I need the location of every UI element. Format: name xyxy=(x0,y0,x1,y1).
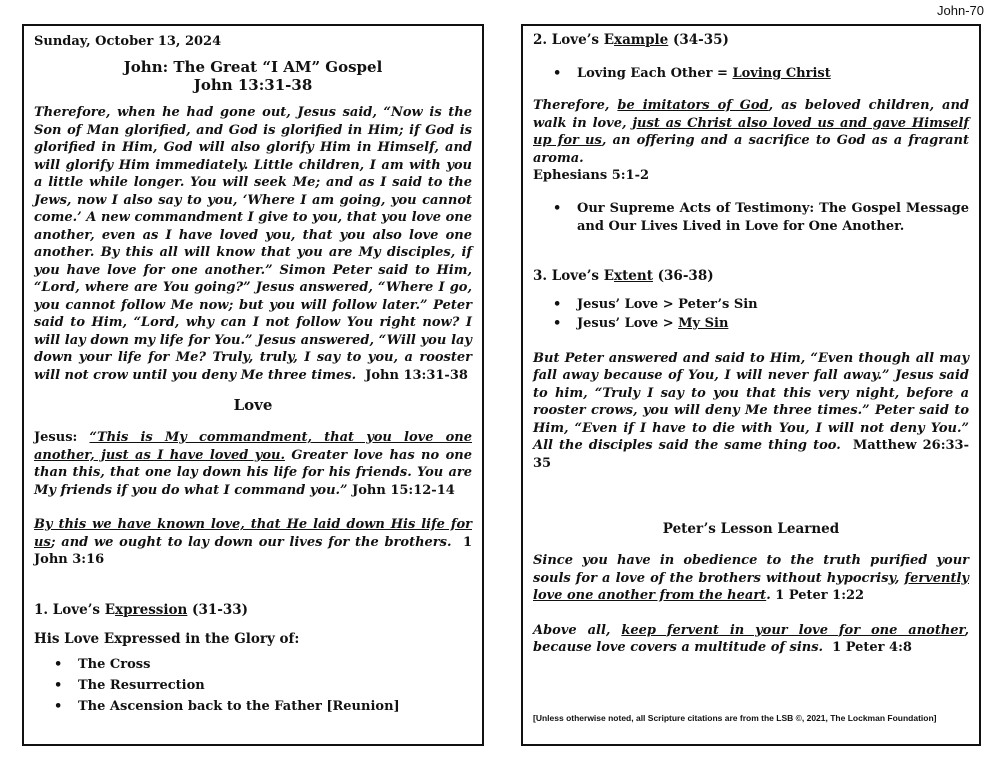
1john-ref: 1 John 3:16 xyxy=(34,534,472,567)
passage-text xyxy=(34,104,472,384)
section-3-heading: 3. Love’s Extent (36-38) xyxy=(533,267,714,284)
love-heading: Love xyxy=(233,396,273,414)
copyright-footnote: [Unless otherwise noted, all Scripture citations are from the LSB ©, 2021, The Lockman Foundation] xyxy=(533,713,937,723)
list-item: • Jesus’ Love > My Sin xyxy=(577,314,969,333)
1peter-4-quote: Above all, keep fervent in your love for one another, because love covers a multitude of sins. 1 Peter 4:8 xyxy=(533,622,969,655)
jesus-label: Jesus: xyxy=(34,430,90,445)
section-1-heading: 1. Love’s Expression (31-33) xyxy=(34,601,249,618)
john15-underlined: “This is My commandment, that you love one another, just as I have loved you. xyxy=(34,430,473,463)
section-2-list-b xyxy=(533,200,969,236)
1john-underlined: By this we have known love, that He laid down His life for us xyxy=(34,517,472,550)
john15-rest: Greater love has no one than this, that one lay down his life for his friends. You are My friends if you do what I command you.” xyxy=(34,447,472,498)
list-item: • Loving Each Other = Loving Christ xyxy=(577,63,969,84)
list-item: • Our Supreme Acts of Testimony: The Gospel Message and Our Lives Lived in Love for One Another. xyxy=(577,200,969,236)
list-item: • The Ascension back to the Father [Reunion] xyxy=(78,696,472,717)
matthew-quote: But Peter answered and said to Him, “Even though all may fall away because of You, I will never fall away.” Jesus said to him, “Truly I say to you that this very night, before a rooster crows, you will deny Me three times.” Peter said to Him, “Even if I have to die with You, I will not deny You.” All the disciples said the same thing too. Matthew 26:33-35 xyxy=(533,350,969,471)
section-3-list xyxy=(533,295,969,333)
page-number: John-70 xyxy=(937,3,984,18)
ephesians-ref: Ephesians 5:1-2 xyxy=(533,168,650,183)
sermon-title xyxy=(34,58,472,94)
1peter-1-ref: 1 Peter 1:22 xyxy=(775,588,865,603)
1john-quote xyxy=(34,516,472,569)
list-item: • Jesus’ Love > Peter’s Sin xyxy=(577,295,969,314)
1john-rest: ; and we ought to lay down our lives for the brothers. xyxy=(50,534,452,550)
passage-ref: John 13:31-38 xyxy=(365,367,468,383)
section-1-sub: His Love Expressed in the Glory of: xyxy=(34,630,300,647)
passage-body: Therefore, when he had gone out, Jesus said, “Now is the Son of Man glorified, and God is glorified in Him; if God is glorified in Him, God will also glorify Him in Himself, and will glorify Him immediately. Little children, I am with you a little while longer. You will seek Me; and as I said to the Jews, now I also say to you, ‘Where I am going, you cannot come.’ A new commandment I give to you, that you love one another, even as I have loved you, that you also love one another. By this all will know that you are My disciples, if you have love for one another.” Simon Peter said to Him, “Lord, where are You going?” Jesus answered, “Where I go, you cannot follow Me now; but you will follow later.” Peter said to Him, “Lord, why can I not follow You right now? I will lay down my life for You.” Jesus answered, “Will you lay down your life for Me? Truly, truly, I say to you, a rooster will not crow until you deny Me three times. xyxy=(34,105,472,383)
1peter-1-quote: Since you have in obedience to the truth purified your souls for a love of the brothers without hypocrisy, fervently love one another from the heart. 1 Peter 1:22 xyxy=(533,553,969,603)
sermon-date: Sunday, October 13, 2024 xyxy=(34,34,222,49)
ephesians-quote: Therefore, be imitators of God, as beloved children, and walk in love, just as Christ also loved us and gave Himself up for us, an offering and a sacrifice to God as a fragrant aroma. Ephesians 5:1-2 xyxy=(533,98,970,183)
matthew-ref: Matthew 26:33-35 xyxy=(533,438,969,471)
section-2-list-a xyxy=(533,63,969,84)
right-panel xyxy=(521,24,981,746)
left-panel xyxy=(22,24,484,746)
title-line-1: John: The Great “I AM” Gospel xyxy=(123,58,383,76)
1peter-4-ref: 1 Peter 4:8 xyxy=(832,640,912,655)
list-item: • The Resurrection xyxy=(78,675,472,696)
section-2-heading: 2. Love’s Example (34-35) xyxy=(533,32,729,48)
list-item: • The Cross xyxy=(78,654,472,675)
john15-quote xyxy=(34,429,472,499)
john15-ref: John 15:12-14 xyxy=(352,482,455,498)
title-line-2: John 13:31-38 xyxy=(193,76,313,94)
lesson-heading: Peter’s Lesson Learned xyxy=(662,521,840,537)
section-1-list xyxy=(34,654,472,717)
